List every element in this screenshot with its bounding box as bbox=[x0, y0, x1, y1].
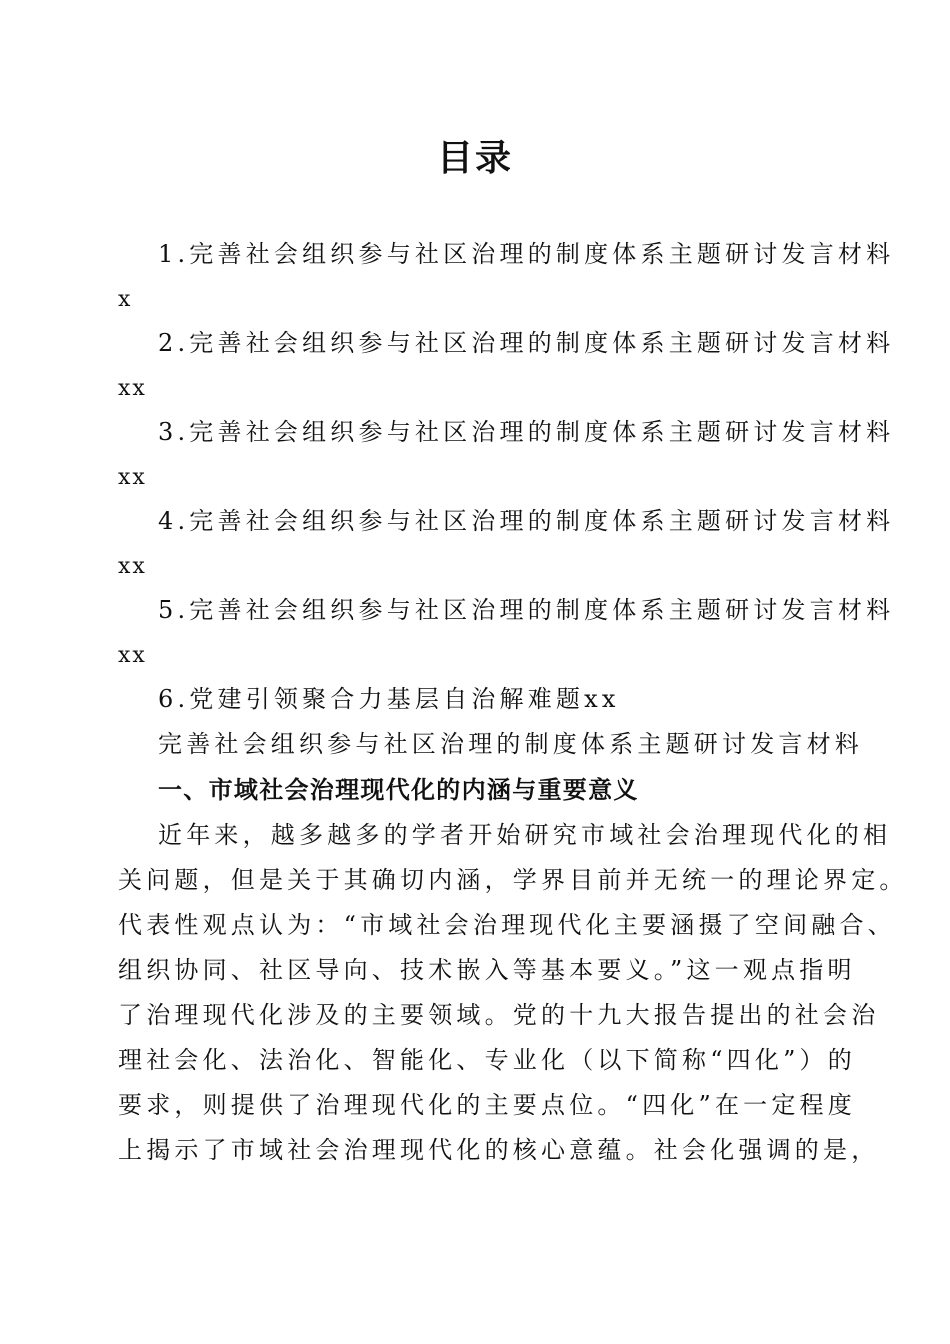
paragraph-line: 代表性观点认为：“市域社会治理现代化主要涵摄了空间融合、 bbox=[118, 911, 896, 939]
paragraph-line: 上揭示了市域社会治理现代化的核心意蕴。社会化强调的是， bbox=[118, 1136, 880, 1164]
paragraph-line: 了治理现代化涉及的主要领域。党的十九大报告提出的社会治 bbox=[118, 1001, 880, 1029]
toc-item-1-suffix: x bbox=[118, 287, 133, 312]
toc-item-5-suffix: xx bbox=[118, 643, 147, 668]
paragraph-line: 关问题，但是关于其确切内涵，学界目前并无统一的理论界定。 bbox=[118, 866, 908, 894]
paragraph-line: 近年来，越多越多的学者开始研究市域社会治理现代化的相 bbox=[158, 821, 892, 849]
toc-item-5: 5.完善社会组织参与社区治理的制度体系主题研讨发言材料 bbox=[158, 596, 895, 624]
paragraph-line: 要求，则提供了治理现代化的主要点位。“四化”在一定程度 bbox=[118, 1091, 856, 1119]
toc-item-1: 1.完善社会组织参与社区治理的制度体系主题研讨发言材料 bbox=[158, 240, 895, 268]
paragraph-line: 组织协同、社区导向、技术嵌入等基本要义。”这一观点指明 bbox=[118, 956, 856, 984]
toc-item-3-suffix: xx bbox=[118, 465, 147, 490]
toc-item-2-suffix: xx bbox=[118, 376, 147, 401]
toc-item-4-suffix: xx bbox=[118, 554, 147, 579]
paragraph-line: 理社会化、法治化、智能化、专业化（以下简称“四化”）的 bbox=[118, 1046, 856, 1074]
toc-item-2: 2.完善社会组织参与社区治理的制度体系主题研讨发言材料 bbox=[158, 329, 895, 357]
article-title: 完善社会组织参与社区治理的制度体系主题研讨发言材料 bbox=[158, 730, 863, 758]
section-heading: 一、市域社会治理现代化的内涵与重要意义 bbox=[158, 776, 639, 804]
toc-item-6: 6.党建引领聚合力基层自治解难题xx bbox=[158, 685, 620, 713]
toc-item-3: 3.完善社会组织参与社区治理的制度体系主题研讨发言材料 bbox=[158, 418, 895, 446]
toc-item-4: 4.完善社会组织参与社区治理的制度体系主题研讨发言材料 bbox=[158, 507, 895, 535]
page-title: 目录 bbox=[436, 138, 513, 179]
